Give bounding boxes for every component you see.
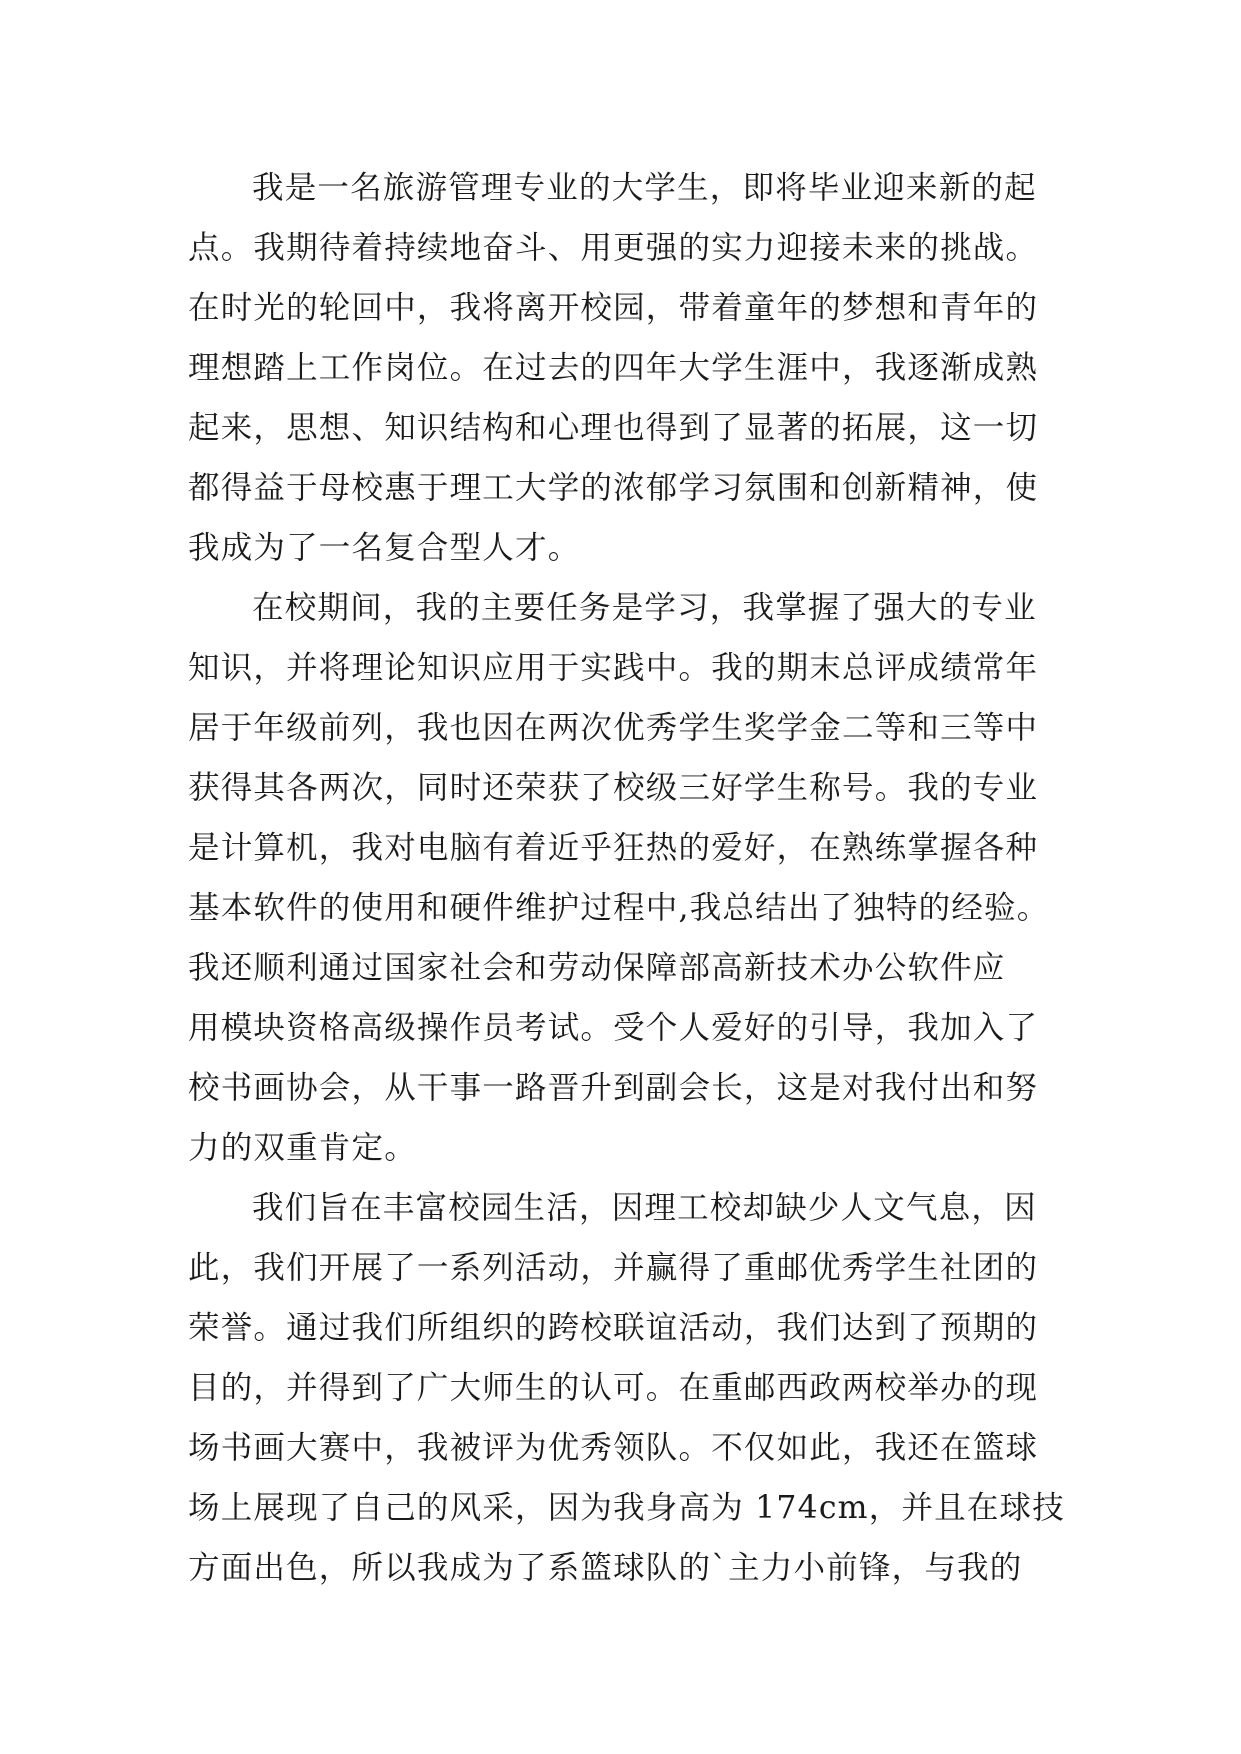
- text-line: 知识，并将理论知识应用于实践中。我的期末总评成绩常年: [188, 650, 1039, 686]
- text-line: 基本软件的使用和硬件维护过程中,我总结出了独特的经验。: [188, 890, 1050, 926]
- text-line: 我还顺利通过国家社会和劳动保障部高新技术办公软件应: [188, 950, 1006, 986]
- text-line: 在校期间，我的主要任务是学习，我掌握了强大的专业: [252, 590, 1037, 626]
- text-line: 力的双重肯定。: [188, 1130, 417, 1166]
- text-line: 场书画大赛中，我被评为优秀领队。不仅如此，我还在篮球: [188, 1430, 1039, 1466]
- document-body: [188, 158, 1065, 1598]
- text-line: 获得其各两次，同时还荣获了校级三好学生称号。我的专业: [188, 770, 1039, 806]
- text-line: 点。我期待着持续地奋斗、用更强的实力迎接未来的挑战。: [188, 230, 1039, 266]
- text-line: 目的，并得到了广大师生的认可。在重邮西政两校举办的现: [188, 1370, 1039, 1406]
- text-line: 居于年级前列，我也因在两次优秀学生奖学金二等和三等中: [188, 710, 1039, 746]
- text-line: 理想踏上工作岗位。在过去的四年大学生涯中，我逐渐成熟: [188, 350, 1039, 386]
- text-line: 方面出色，所以我成为了系篮球队的`主力小前锋，与我的: [188, 1550, 1023, 1586]
- text-line: 都得益于母校惠于理工大学的浓郁学习氛围和创新精神，使: [188, 470, 1039, 506]
- text-line: 场上展现了自己的风采，因为我身高为 174cm，并且在球技: [188, 1490, 1065, 1526]
- text-line: 我们旨在丰富校园生活，因理工校却缺少人文气息，因: [252, 1190, 1037, 1226]
- text-line: 在时光的轮回中，我将离开校园，带着童年的梦想和青年的: [188, 290, 1039, 326]
- text-line: 此，我们开展了一系列活动，并赢得了重邮优秀学生社团的: [188, 1250, 1039, 1286]
- paragraph-2: [188, 578, 1052, 1178]
- text-line: 是计算机，我对电脑有着近乎狂热的爱好，在熟练掌握各种: [188, 830, 1039, 866]
- text-line: 我成为了一名复合型人才。: [188, 530, 581, 566]
- text-line: 用模块资格高级操作员考试。受个人爱好的引导，我加入了: [188, 1010, 1039, 1046]
- paragraph-3: [188, 1178, 1065, 1598]
- text-line: 校书画协会，从干事一路晋升到副会长，这是对我付出和努: [188, 1070, 1039, 1106]
- text-line: 起来，思想、知识结构和心理也得到了显著的拓展，这一切: [188, 410, 1039, 446]
- text-line: 我是一名旅游管理专业的大学生，即将毕业迎来新的起: [252, 170, 1037, 206]
- paragraph-1: [188, 158, 1052, 578]
- text-line: 荣誉。通过我们所组织的跨校联谊活动，我们达到了预期的: [188, 1310, 1039, 1346]
